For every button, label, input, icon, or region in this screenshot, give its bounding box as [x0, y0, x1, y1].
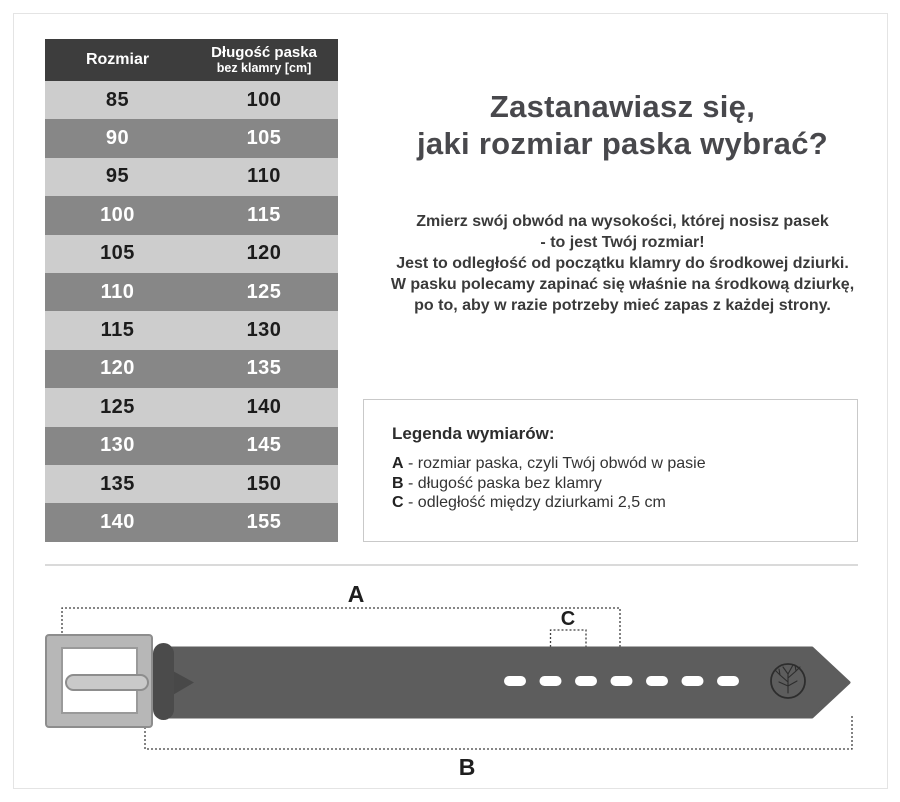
- table-row: [45, 119, 338, 157]
- size-table-body: [45, 81, 338, 542]
- belt-hole: [575, 676, 597, 686]
- legend-item-b: [392, 474, 847, 494]
- legend-key-c: C: [392, 494, 404, 512]
- length-cell: 130: [246, 319, 282, 342]
- length-cell: 135: [246, 357, 282, 380]
- table-row: [45, 235, 338, 273]
- belt-hole: [540, 676, 562, 686]
- column-header-size: Rozmiar: [85, 51, 150, 68]
- page-title-line1: Zastanawiasz się,: [489, 89, 756, 124]
- table-row: [45, 273, 338, 311]
- dim-line-b: [145, 715, 852, 749]
- buckle-prong: [66, 675, 148, 690]
- length-cell: 140: [246, 395, 282, 418]
- column-header-length-line2: bez klamry [cm]: [216, 61, 312, 76]
- belt-buckle: [46, 635, 152, 727]
- column-header-length: [190, 39, 338, 81]
- size-cell: 115: [100, 319, 135, 342]
- size-cell: 95: [105, 165, 130, 188]
- legend-key-a: A: [392, 455, 404, 472]
- table-row: [45, 196, 338, 234]
- size-table: [45, 39, 338, 542]
- legend-key-b: B: [392, 474, 404, 492]
- length-cell: 105: [246, 127, 282, 150]
- size-table-header: [45, 39, 338, 81]
- legend-title: Legenda wymiarów:: [392, 424, 555, 443]
- length-cell: 115: [247, 203, 281, 226]
- length-cell: 120: [246, 242, 282, 265]
- belt-hole: [682, 676, 704, 686]
- intro-line: Jest to odległość od początku klamry do środkowej dziurki.: [396, 255, 849, 272]
- length-cell: 100: [246, 88, 282, 111]
- page-title: [350, 88, 895, 162]
- table-row: [45, 311, 338, 349]
- column-header-length-line1: Długość paska: [211, 44, 317, 62]
- length-cell: 145: [246, 434, 282, 457]
- legend-text-a: - rozmiar paska, czyli Twój obwód w pasie: [408, 455, 706, 472]
- size-cell: 140: [100, 510, 135, 533]
- dim-label-c: C: [560, 608, 576, 630]
- table-row: [45, 427, 338, 465]
- page-title-line2: jaki rozmiar paska wybrać?: [417, 126, 828, 161]
- size-cell: 135: [100, 472, 135, 495]
- size-cell: 120: [100, 357, 135, 380]
- belt-hole: [611, 676, 633, 686]
- intro-line: po to, aby w razie potrzeby mieć zapas z każdej strony.: [414, 297, 831, 314]
- size-cell: 110: [100, 280, 135, 303]
- intro-text: [355, 211, 890, 316]
- table-row: [45, 465, 338, 503]
- belt-diagram: [0, 575, 900, 802]
- length-cell: 150: [246, 472, 282, 495]
- intro-line: Zmierz swój obwód na wysokości, której nosisz pasek: [416, 213, 829, 230]
- size-cell: 105: [100, 242, 135, 265]
- table-row: [45, 81, 338, 119]
- size-cell: 100: [100, 203, 135, 226]
- size-cell: 85: [105, 88, 130, 111]
- dim-label-b: B: [458, 754, 476, 780]
- table-row: [45, 158, 338, 196]
- belt-loop: [153, 643, 174, 720]
- size-cell: 130: [100, 434, 135, 457]
- legend-text-c: - odległość między dziurkami 2,5 cm: [408, 494, 666, 512]
- belt-hole: [646, 676, 668, 686]
- table-row: [45, 388, 338, 426]
- intro-line: - to jest Twój rozmiar!: [540, 234, 705, 251]
- table-row: [45, 503, 338, 541]
- length-cell: 110: [247, 165, 281, 188]
- legend-item-a: [392, 454, 847, 474]
- legend-box: [363, 399, 858, 542]
- section-divider: [45, 564, 858, 566]
- length-cell: 125: [246, 280, 282, 303]
- size-cell: 90: [105, 127, 130, 150]
- legend-item-c: [392, 493, 847, 513]
- belt-hole: [717, 676, 739, 686]
- dim-label-a: A: [347, 581, 365, 607]
- legend-text-b: - długość paska bez klamry: [408, 474, 602, 492]
- intro-line: W pasku polecamy zapinać się właśnie na środkową dziurkę,: [390, 276, 855, 293]
- length-cell: 155: [246, 510, 282, 533]
- table-row: [45, 350, 338, 388]
- belt-hole: [504, 676, 526, 686]
- size-cell: 125: [100, 395, 135, 418]
